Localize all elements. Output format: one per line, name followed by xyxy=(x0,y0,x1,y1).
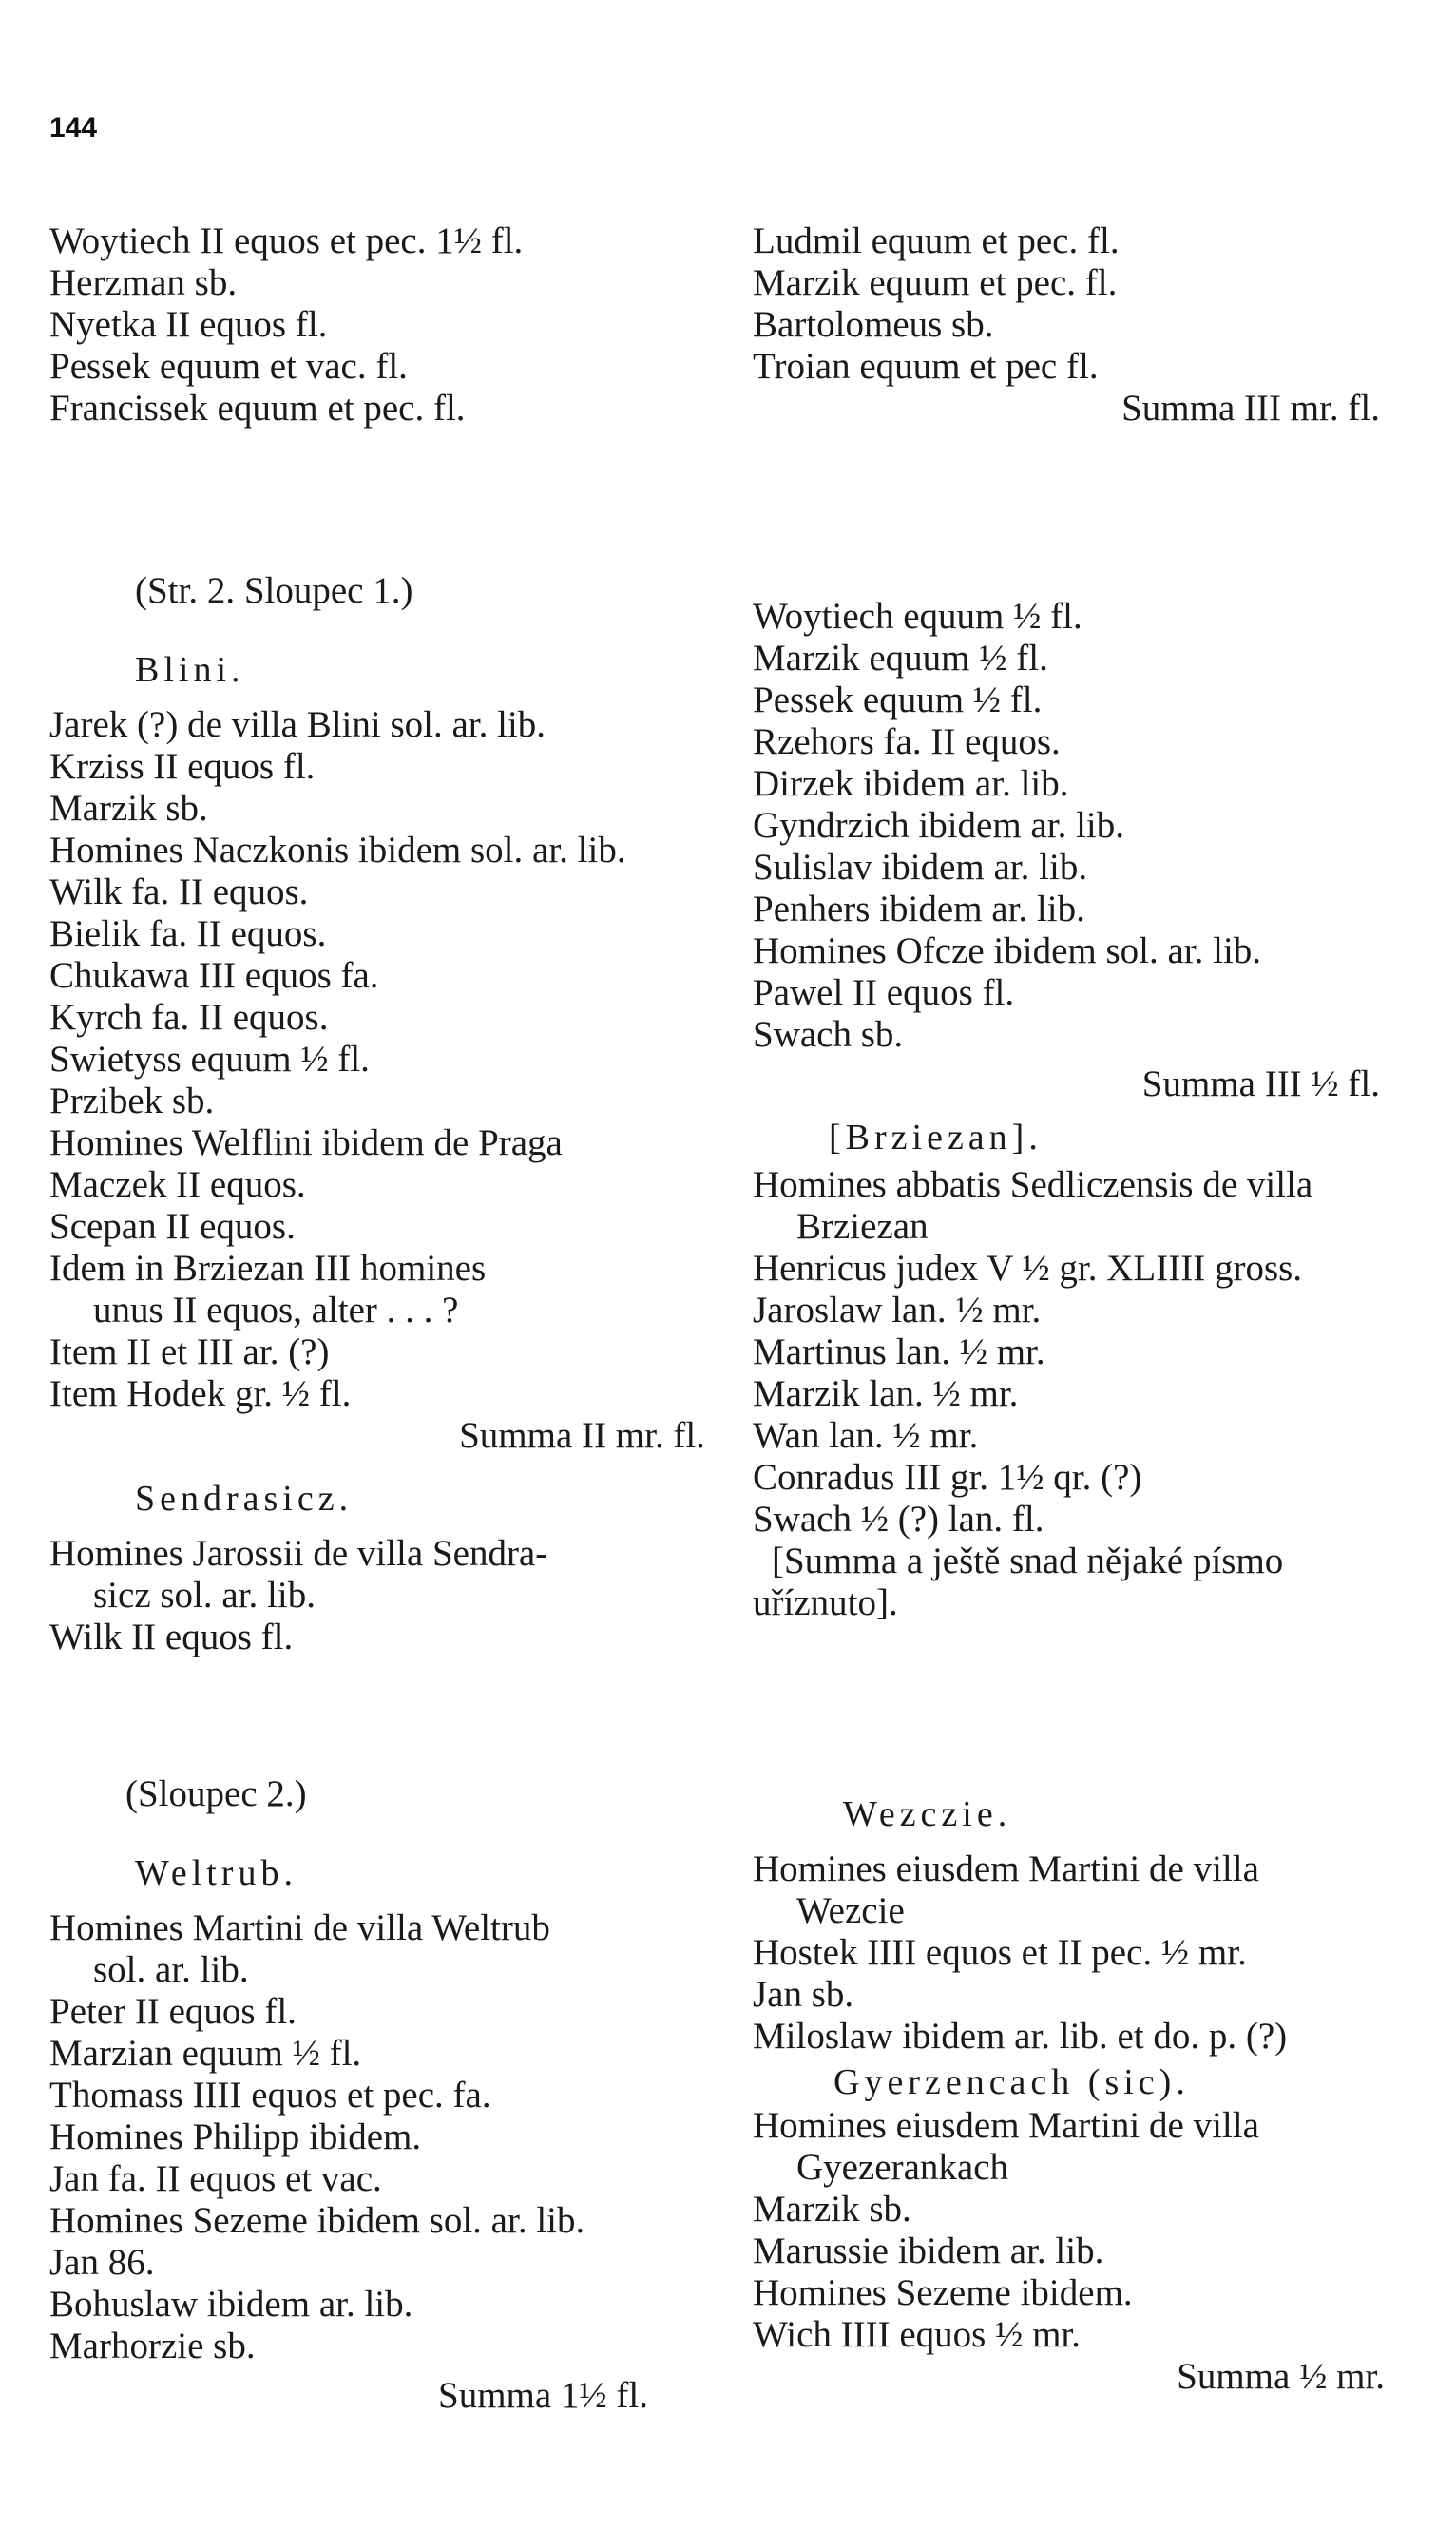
entry-line: Jan 86. xyxy=(49,2242,155,2283)
entry-line: Francissek equum et pec. fl. xyxy=(49,388,466,429)
village-heading-gyerzencach: Gyerzencach (sic). xyxy=(833,2062,1190,2102)
entry-line: Dirzek ibidem ar. lib. xyxy=(753,763,1069,804)
entry-line: Marussie ibidem ar. lib. xyxy=(753,2231,1104,2271)
entry-line: unus II equos, alter . . . ? xyxy=(93,1290,459,1331)
entry-line: Kyrch fa. II equos. xyxy=(49,997,329,1038)
entry-line: Marzik sb. xyxy=(753,2189,911,2230)
entry-line: Conradus III gr. 1½ qr. (?) xyxy=(753,1457,1142,1498)
entry-line: Wezcie xyxy=(796,1890,905,1931)
entry-line: Wich IIII equos ½ mr. xyxy=(753,2314,1082,2355)
entry-line: Idem in Brziezan III homines xyxy=(49,1248,487,1289)
village-heading-wezczie: Wezczie. xyxy=(843,1794,1012,1834)
entry-line: Woytiech equum ½ fl. xyxy=(753,596,1082,637)
page-number: 144 xyxy=(49,112,98,144)
entry-line: Jaroslaw lan. ½ mr. xyxy=(753,1290,1042,1331)
entry-line: Marzik sb. xyxy=(49,788,208,829)
section-1-left xyxy=(49,533,705,1658)
section-1-right xyxy=(753,596,1418,1624)
village-heading-blini: Blini. xyxy=(135,650,245,690)
entry-line: Homines Welflini ibidem de Praga xyxy=(49,1122,563,1163)
entry-line: Henricus judex V ½ gr. XLIIII gross. xyxy=(753,1248,1303,1289)
entry-line: Wilk fa. II equos. xyxy=(49,871,309,912)
entry-line: Przibek sb. xyxy=(49,1081,215,1121)
summa-line: Summa II mr. fl. xyxy=(459,1415,705,1456)
entry-line: Jan sb. xyxy=(753,1974,854,2015)
entry-line: Scepan II equos. xyxy=(49,1206,296,1247)
village-heading-brziezan: [Brziezan]. xyxy=(829,1118,1043,1158)
entry-line: Homines Sezeme ibidem sol. ar. lib. xyxy=(49,2200,585,2241)
entry-line: Rzehors fa. II equos. xyxy=(753,721,1061,762)
entry-line: Homines Martini de villa Weltrub xyxy=(49,1907,550,1948)
entry-line: sicz sol. ar. lib. xyxy=(93,1575,316,1616)
entry-line: Brziezan xyxy=(796,1206,929,1247)
entry-line: Pessek equum et vac. fl. xyxy=(49,346,408,387)
entry-line: Bohuslaw ibidem ar. lib. xyxy=(49,2284,413,2325)
entry-line: Peter II equos fl. xyxy=(49,1991,297,2032)
entry-line: Homines Philipp ibidem. xyxy=(49,2116,422,2157)
summa-line: Summa ½ mr. xyxy=(1177,2356,1385,2397)
entry-line: Wan lan. ½ mr. xyxy=(753,1415,979,1456)
summa-line: Summa 1½ fl. xyxy=(438,2375,648,2416)
section-note: (Str. 2. Sloupec 1.) xyxy=(135,570,413,611)
entry-line: Homines abbatis Sedliczensis de villa xyxy=(753,1164,1313,1205)
entry-line: Gyezerankach xyxy=(796,2147,1009,2188)
section-2-left xyxy=(49,1736,705,2417)
entry-line: Swietyss equum ½ fl. xyxy=(49,1039,370,1080)
entry-line: Marhorzie sb. xyxy=(49,2326,256,2366)
summa-line: Summa III ½ fl. xyxy=(1141,1063,1380,1104)
entry-line: Troian equum et pec fl. xyxy=(753,346,1099,387)
editor-note-line: [Summa a ještě snad nějaké písmo xyxy=(772,1541,1284,1581)
entry-line: Thomass IIII equos et pec. fa. xyxy=(49,2075,491,2116)
entry-line: Krziss II equos fl. xyxy=(49,746,316,787)
entry-line: Homines Naczkonis ibidem sol. ar. lib. xyxy=(49,830,626,871)
entry-line: Wilk II equos fl. xyxy=(49,1617,294,1657)
entry-line: Homines Jarossii de villa Sendra- xyxy=(49,1533,548,1574)
entry-line: Bielik fa. II equos. xyxy=(49,913,327,954)
section-2-right xyxy=(753,1793,1418,2398)
entry-line: Homines eiusdem Martini de villa xyxy=(753,2105,1259,2146)
entry-line: Nyetka II equos fl. xyxy=(49,304,328,345)
entry-line: Chukawa III equos fa. xyxy=(49,955,379,996)
summa-line: Summa III mr. fl. xyxy=(1121,388,1380,429)
entry-line: Item Hodek gr. ½ fl. xyxy=(49,1373,352,1414)
village-heading-weltrub: Weltrub. xyxy=(135,1853,297,1893)
entry-line: Maczek II equos. xyxy=(49,1164,306,1205)
entry-line: Miloslaw ibidem ar. lib. et do. p. (?) xyxy=(753,2016,1288,2057)
entry-line: Herzman sb. xyxy=(49,262,238,303)
editor-note-line: uříznuto]. xyxy=(753,1582,898,1623)
entry-line: Penhers ibidem ar. lib. xyxy=(753,889,1085,929)
entry-line: Marzik equum ½ fl. xyxy=(753,638,1048,679)
entry-line: Marzik lan. ½ mr. xyxy=(753,1373,1019,1414)
entry-line: Pessek equum ½ fl. xyxy=(753,680,1043,720)
entry-line: Swach ½ (?) lan. fl. xyxy=(753,1499,1044,1540)
top-left-entries xyxy=(49,220,705,430)
entry-line: Item II et III ar. (?) xyxy=(49,1331,330,1372)
village-heading-sendrasicz: Sendrasicz. xyxy=(135,1479,354,1519)
entry-line: Homines Sezeme ibidem. xyxy=(753,2272,1133,2313)
section-note: (Sloupec 2.) xyxy=(125,1773,307,1814)
entry-line: Marzik equum et pec. fl. xyxy=(753,262,1118,303)
entry-line: Pawel II equos fl. xyxy=(753,972,1015,1013)
entry-line: Martinus lan. ½ mr. xyxy=(753,1331,1045,1372)
entry-line: Homines Ofcze ibidem sol. ar. lib. xyxy=(753,930,1262,971)
entry-line: Swach sb. xyxy=(753,1014,904,1055)
entry-line: Jan fa. II equos et vac. xyxy=(49,2158,382,2199)
top-right-entries xyxy=(753,220,1380,430)
entry-line: Bartolomeus sb. xyxy=(753,304,994,345)
entry-line: Marzian equum ½ fl. xyxy=(49,2033,362,2074)
entry-line: Woytiech II equos et pec. 1½ fl. xyxy=(49,220,524,261)
entry-line: Sulislav ibidem ar. lib. xyxy=(753,847,1088,888)
entry-line: Gyndrzich ibidem ar. lib. xyxy=(753,805,1124,846)
entry-line: Jarek (?) de villa Blini sol. ar. lib. xyxy=(49,704,546,745)
entry-line: sol. ar. lib. xyxy=(93,1949,249,1990)
entry-line: Hostek IIII equos et II pec. ½ mr. xyxy=(753,1932,1247,1973)
entry-line: Ludmil equum et pec. fl. xyxy=(753,220,1120,261)
entry-line: Homines eiusdem Martini de villa xyxy=(753,1848,1259,1889)
